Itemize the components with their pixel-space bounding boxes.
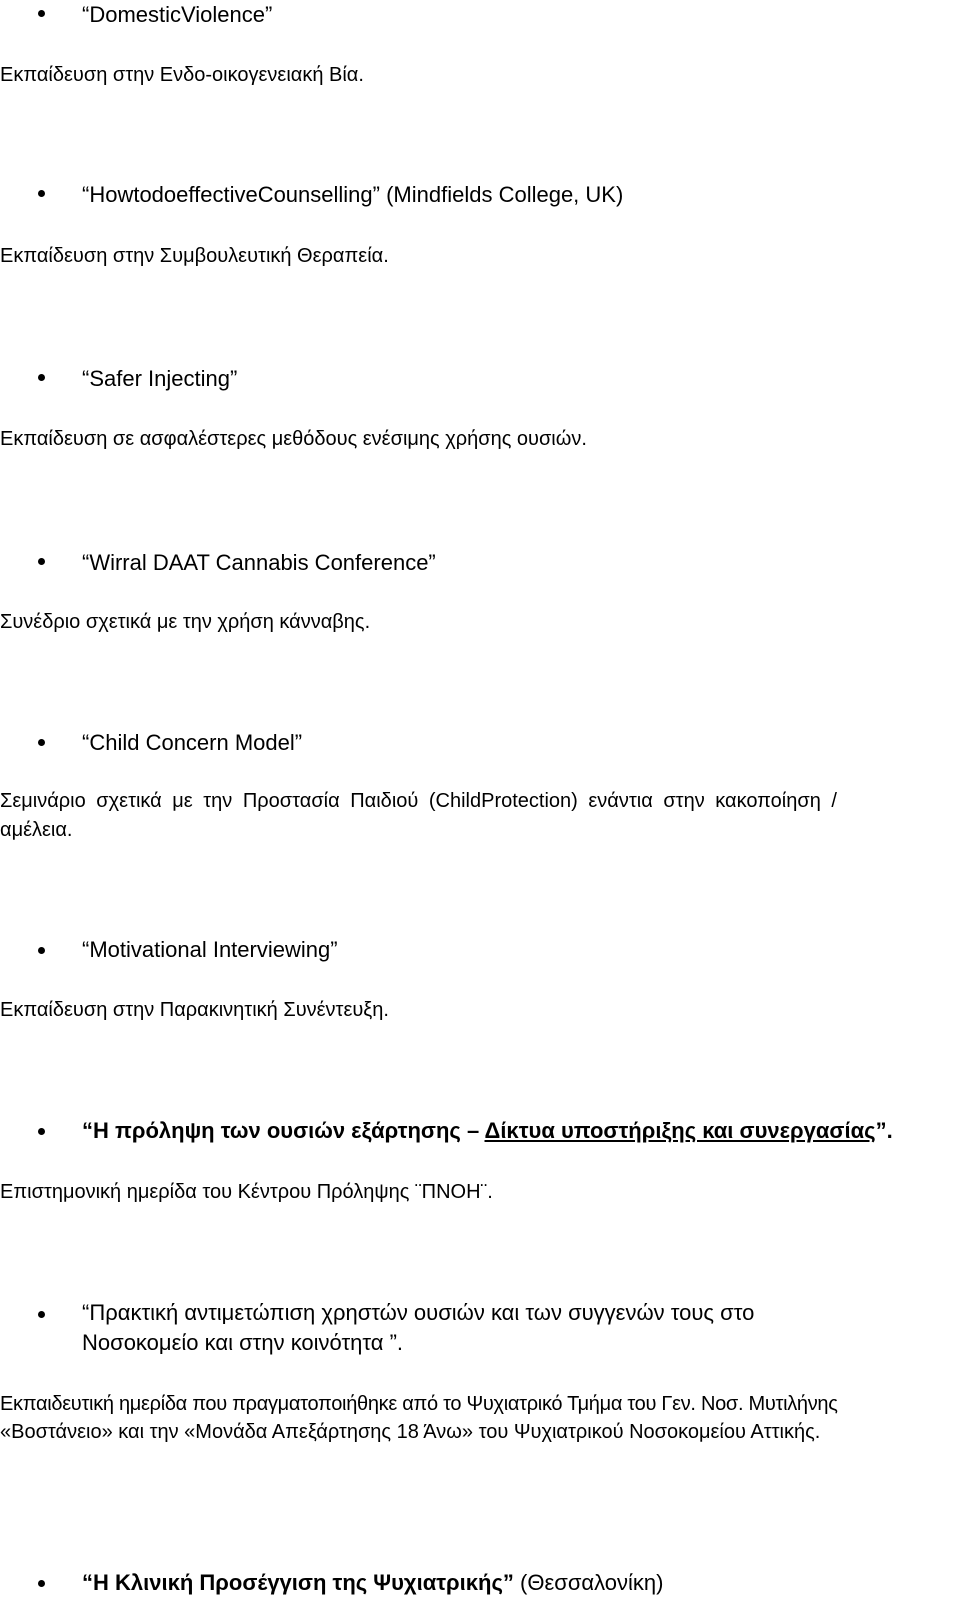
bullet-icon: [38, 374, 45, 381]
item-description: Εκπαίδευση στην Συμβουλευτική Θεραπεία.: [0, 245, 389, 267]
item-title-line1: “Πρακτική αντιμετώπιση χρηστών ουσιών και των συγγενών τους στο: [82, 1300, 755, 1325]
item-description: Επιστημονική ημερίδα του Κέντρου Πρόληψης ¨ΠΝΟΗ¨.: [0, 1181, 493, 1203]
item-title-part2: (Θεσσαλονίκη): [513, 1570, 664, 1595]
bullet-icon: [38, 1128, 45, 1135]
item-title-part1: “Η Κλινική Προσέγγιση της Ψυχιατρικής”: [82, 1570, 514, 1595]
item-title: [82, 1568, 664, 1597]
item-description: Εκπαίδευση σε ασφαλέστερες μεθόδους ενέσιμης χρήσης ουσιών.: [0, 428, 587, 450]
bullet-icon: [38, 10, 45, 17]
item-title-part2: Δίκτυα υποστήριξης και συνεργασίας: [484, 1118, 876, 1143]
item-title: “Safer Injecting”: [82, 366, 238, 391]
item-description-line1: Εκπαιδευτική ημερίδα που πραγματοποιήθηκε από το Ψυχιατρικό Τμήμα του Γεν. Νοσ. Μυτιλήνης: [0, 1393, 838, 1415]
item-description: Συνέδριο σχετικά με την χρήση κάνναβης.: [0, 611, 371, 633]
item-description-line1: Σεμινάριο σχετικά με την Προστασία Παιδιού (ChildProtection) ενάντια στην κακοποίηση /: [0, 790, 837, 812]
bullet-icon: [38, 558, 45, 565]
bullet-icon: [38, 1311, 45, 1318]
item-title: [82, 1116, 893, 1145]
item-title: “HowtodoeffectiveCounselling” (Mindfields College, UK): [82, 182, 624, 207]
bullet-icon: [38, 190, 45, 197]
item-title: “DomesticViolence”: [82, 2, 273, 27]
item-title-part1: “Η πρόληψη των ουσιών εξάρτησης –: [82, 1118, 485, 1143]
item-title: “Wirral DAAT Cannabis Conference”: [82, 550, 436, 575]
item-description: Εκπαίδευση στην Παρακινητική Συνέντευξη.: [0, 999, 389, 1021]
item-description: Εκπαίδευση στην Ενδο-οικογενειακή Βία.: [0, 64, 364, 86]
item-description-line2: «Βοστάνειο» και την «Μονάδα Απεξάρτησης 18 Άνω» του Ψυχιατρικού Νοσοκομείου Αττικής.: [0, 1421, 821, 1443]
item-title: “Motivational Interviewing”: [82, 937, 338, 962]
item-title: “Child Concern Model”: [82, 730, 303, 755]
bullet-icon: [38, 739, 45, 746]
bullet-icon: [38, 1580, 45, 1587]
item-description-line2: αμέλεια.: [0, 819, 73, 841]
bullet-icon: [38, 947, 45, 954]
item-title-part3: ”.: [875, 1118, 893, 1143]
item-title-line2: Νοσοκομείο και στην κοινότητα ”.: [82, 1330, 404, 1355]
